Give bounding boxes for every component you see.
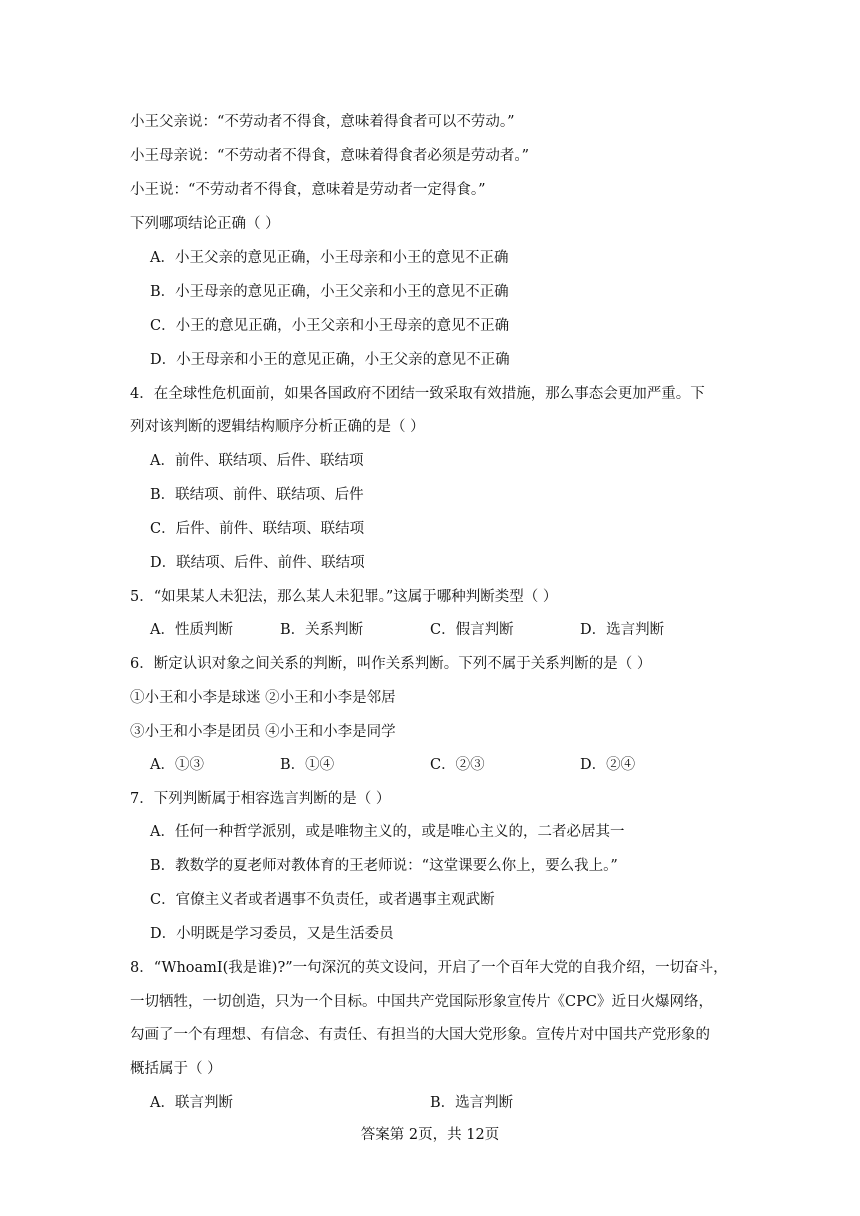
q7-option-a: A．任何一种哲学派别，或是唯物主义的，或是唯心主义的，二者必居其一	[150, 824, 625, 840]
q5-option-b: B．关系判断	[280, 622, 364, 638]
q3-option-a: A．小王父亲的意见正确，小王母亲和小王的意见不正确	[150, 250, 509, 266]
q4-stem-line-1: 4．在全球性危机面前，如果各国政府不团结一致采取有效措施，那么事态会更加严重。下	[130, 386, 705, 402]
q8-option-a: A．联言判断	[150, 1095, 233, 1111]
q6-items-2: ③小王和小李是团员 ④小王和小李是同学	[130, 724, 396, 740]
intro-line-2: 小王母亲说：“不劳动者不得食，意味着得食者必须是劳动者。”	[130, 148, 530, 164]
q7-stem: 7．下列判断属于相容选言判断的是（ ）	[130, 791, 391, 807]
q4-stem-line-2: 列对该判断的逻辑结构顺序分析正确的是（ ）	[130, 419, 425, 435]
q4-option-a: A．前件、联结项、后件、联结项	[150, 453, 364, 469]
q7-option-b: B．教数学的夏老师对教体育的王老师说：“这堂课要么你上，要么我上。”	[150, 858, 618, 874]
q6-option-b: B．①④	[280, 757, 335, 773]
q7-option-c: C．官僚主义者或者遇事不负责任，或者遇事主观武断	[150, 892, 495, 908]
q8-stem-line-4: 概括属于（ ）	[130, 1061, 222, 1077]
q4-option-b: B．联结项、前件、联结项、后件	[150, 487, 364, 503]
q3-option-c: C．小王的意见正确，小王父亲和小王母亲的意见不正确	[150, 318, 510, 334]
q8-stem-line-1: 8．“WhoamI(我是谁)?”一句深沉的英文设问，开启了一个百年大党的自我介绍，一切奋斗，	[130, 960, 728, 976]
intro-line-1: 小王父亲说：“不劳动者不得食，意味着得食者可以不劳动。”	[130, 114, 515, 130]
q5-option-d: D．选言判断	[580, 622, 665, 638]
q6-option-a: A．①③	[150, 757, 204, 773]
page-footer: 答案第 2页，共 12页	[360, 1127, 500, 1143]
q5-stem: 5．“如果某人未犯法，那么某人未犯罪。”这属于哪种判断类型（ ）	[130, 589, 558, 605]
q6-option-c: C．②③	[430, 757, 485, 773]
q8-stem-line-2: 一切牺牲，一切创造，只为一个目标。中国共产党国际形象宣传片《CPC》近日火爆网络，	[130, 994, 713, 1010]
q8-option-b: B．选言判断	[430, 1095, 514, 1111]
q4-option-d: D．联结项、后件、前件、联结项	[150, 555, 365, 571]
q3-option-d: D．小王母亲和小王的意见正确，小王父亲的意见不正确	[150, 352, 510, 368]
q3-option-b: B．小王母亲的意见正确，小王父亲和小王的意见不正确	[150, 284, 509, 300]
intro-line-4: 下列哪项结论正确（ ）	[130, 216, 280, 232]
q5-option-a: A．性质判断	[150, 622, 233, 638]
intro-line-3: 小王说：“不劳动者不得食，意味着是劳动者一定得食。”	[130, 182, 486, 198]
q7-option-d: D．小明既是学习委员，又是生活委员	[150, 926, 394, 942]
q6-option-d: D．②④	[580, 757, 636, 773]
q5-option-c: C．假言判断	[430, 622, 514, 638]
q6-stem: 6．断定认识对象之间关系的判断，叫作关系判断。下列不属于关系判断的是（ ）	[130, 656, 652, 672]
q6-items-1: ①小王和小李是球迷 ②小王和小李是邻居	[130, 690, 396, 706]
q8-stem-line-3: 勾画了一个有理想、有信念、有责任、有担当的大国大党形象。宣传片对中国共产党形象的	[130, 1027, 710, 1043]
q4-option-c: C．后件、前件、联结项、联结项	[150, 521, 365, 537]
